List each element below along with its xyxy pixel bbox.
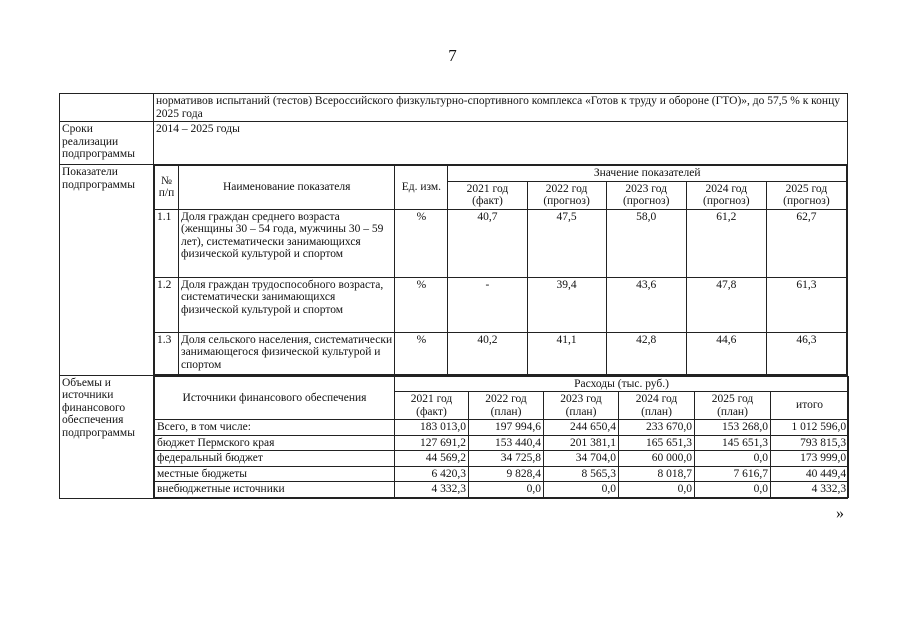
finance-header-sources: Источники финансового обеспечения xyxy=(155,376,395,420)
finance-source-name: бюджет Пермского края xyxy=(155,435,395,451)
indicator-value: 44,6 xyxy=(686,332,766,374)
closing-quote: » xyxy=(836,505,844,522)
finance-value: 233 670,0 xyxy=(619,420,695,436)
finance-value: 127 691,2 xyxy=(395,435,469,451)
indicator-value: 43,6 xyxy=(606,277,686,332)
indicators-label: Показатели подпрограммы xyxy=(60,165,154,376)
indicator-name: Доля граждан трудоспособного возраста, систематически занимающихся физической культурой и спортом xyxy=(179,277,395,332)
header-year: 2021 год (факт) xyxy=(448,181,527,209)
indicator-unit: % xyxy=(395,209,448,277)
indicators-table xyxy=(154,165,847,375)
finance-header-year: 2024 год (план) xyxy=(619,392,695,420)
finance-label: Объемы и источники финансового обеспечения подпрограммы xyxy=(60,375,154,498)
header-num: № п/п xyxy=(155,166,179,210)
indicator-value: 62,7 xyxy=(766,209,846,277)
finance-value: 173 999,0 xyxy=(771,451,849,467)
finance-value: 0,0 xyxy=(469,482,544,498)
header-unit: Ед. изм. xyxy=(395,166,448,210)
indicator-unit: % xyxy=(395,277,448,332)
finance-value: 793 815,3 xyxy=(771,435,849,451)
indicator-row xyxy=(155,277,847,332)
finance-value: 6 420,3 xyxy=(395,466,469,482)
finance-value: 8 018,7 xyxy=(619,466,695,482)
finance-data-row xyxy=(155,466,849,482)
finance-data-row xyxy=(155,435,849,451)
finance-value: 4 332,3 xyxy=(771,482,849,498)
finance-data-row xyxy=(155,420,849,436)
finance-value: 34 704,0 xyxy=(544,451,619,467)
indicator-name: Доля сельского населения, систематически занимающегося физической культурой и спортом xyxy=(179,332,395,374)
finance-header-year: 2021 год (факт) xyxy=(395,392,469,420)
finance-value: 165 651,3 xyxy=(619,435,695,451)
indicator-value: 39,4 xyxy=(527,277,606,332)
finance-value: 44 569,2 xyxy=(395,451,469,467)
indicator-value: 42,8 xyxy=(606,332,686,374)
finance-value: 197 994,6 xyxy=(469,420,544,436)
indicator-value: 46,3 xyxy=(766,332,846,374)
finance-header-group: Расходы (тыс. руб.) xyxy=(395,376,849,392)
header-year: 2024 год (прогноз) xyxy=(686,181,766,209)
finance-value: 145 651,3 xyxy=(695,435,771,451)
period-label: Сроки реализации подпрограммы xyxy=(60,122,154,165)
indicator-unit: % xyxy=(395,332,448,374)
finance-value: 153 440,4 xyxy=(469,435,544,451)
indicators-cell xyxy=(154,165,848,376)
passport-table xyxy=(59,93,848,499)
header-year: 2025 год (прогноз) xyxy=(766,181,846,209)
finance-value: 4 332,3 xyxy=(395,482,469,498)
indicator-value: 40,7 xyxy=(448,209,527,277)
finance-data-row xyxy=(155,451,849,467)
indicator-value: 41,1 xyxy=(527,332,606,374)
finance-value: 244 650,4 xyxy=(544,420,619,436)
page-number: 7 xyxy=(448,46,457,65)
indicator-value: 47,5 xyxy=(527,209,606,277)
finance-value: 0,0 xyxy=(544,482,619,498)
indicator-row xyxy=(155,209,847,277)
finance-value: 201 381,1 xyxy=(544,435,619,451)
intro-row xyxy=(60,94,848,122)
indicators-row xyxy=(60,165,848,376)
indicator-value: 40,2 xyxy=(448,332,527,374)
indicator-num: 1.2 xyxy=(155,277,179,332)
finance-value: 0,0 xyxy=(695,451,771,467)
finance-value: 40 449,4 xyxy=(771,466,849,482)
header-values-group: Значение показателей xyxy=(448,166,847,182)
finance-value: 1 012 596,0 xyxy=(771,420,849,436)
finance-value: 153 268,0 xyxy=(695,420,771,436)
finance-header-year: 2023 год (план) xyxy=(544,392,619,420)
finance-table xyxy=(154,376,849,498)
indicator-name: Доля граждан среднего возраста (женщины 30 – 54 года, мужчины 30 – 59 лет), систематически занимающихся физической культурой и спортом xyxy=(179,209,395,277)
header-name: Наименование показателя xyxy=(179,166,395,210)
finance-value: 0,0 xyxy=(619,482,695,498)
finance-value: 0,0 xyxy=(695,482,771,498)
header-year: 2022 год (прогноз) xyxy=(527,181,606,209)
period-row xyxy=(60,122,848,165)
indicator-value: 58,0 xyxy=(606,209,686,277)
finance-source-name: местные бюджеты xyxy=(155,466,395,482)
finance-value: 9 828,4 xyxy=(469,466,544,482)
intro-empty-cell xyxy=(60,94,154,122)
finance-value: 8 565,3 xyxy=(544,466,619,482)
finance-header-year: 2022 год (план) xyxy=(469,392,544,420)
indicator-value: 61,3 xyxy=(766,277,846,332)
finance-cell xyxy=(154,375,848,498)
finance-data-row xyxy=(155,482,849,498)
indicator-row xyxy=(155,332,847,374)
finance-value: 60 000,0 xyxy=(619,451,695,467)
period-value: 2014 – 2025 годы xyxy=(154,122,848,165)
header-year: 2023 год (прогноз) xyxy=(606,181,686,209)
finance-source-name: федеральный бюджет xyxy=(155,451,395,467)
indicator-value: - xyxy=(448,277,527,332)
finance-source-name: внебюджетные источники xyxy=(155,482,395,498)
finance-value: 7 616,7 xyxy=(695,466,771,482)
finance-header-total: итого xyxy=(771,392,849,420)
indicator-num: 1.1 xyxy=(155,209,179,277)
intro-text: нормативов испытаний (тестов) Всероссийского физкультурно-спортивного комплекса «Готов к труду и обороне (ГТО)», до 57,5 % к концу 2025 года xyxy=(154,94,848,122)
finance-value: 183 013,0 xyxy=(395,420,469,436)
indicator-num: 1.3 xyxy=(155,332,179,374)
finance-value: 34 725,8 xyxy=(469,451,544,467)
indicator-value: 61,2 xyxy=(686,209,766,277)
finance-row xyxy=(60,375,848,498)
finance-header-year: 2025 год (план) xyxy=(695,392,771,420)
finance-source-name: Всего, в том числе: xyxy=(155,420,395,436)
indicator-value: 47,8 xyxy=(686,277,766,332)
